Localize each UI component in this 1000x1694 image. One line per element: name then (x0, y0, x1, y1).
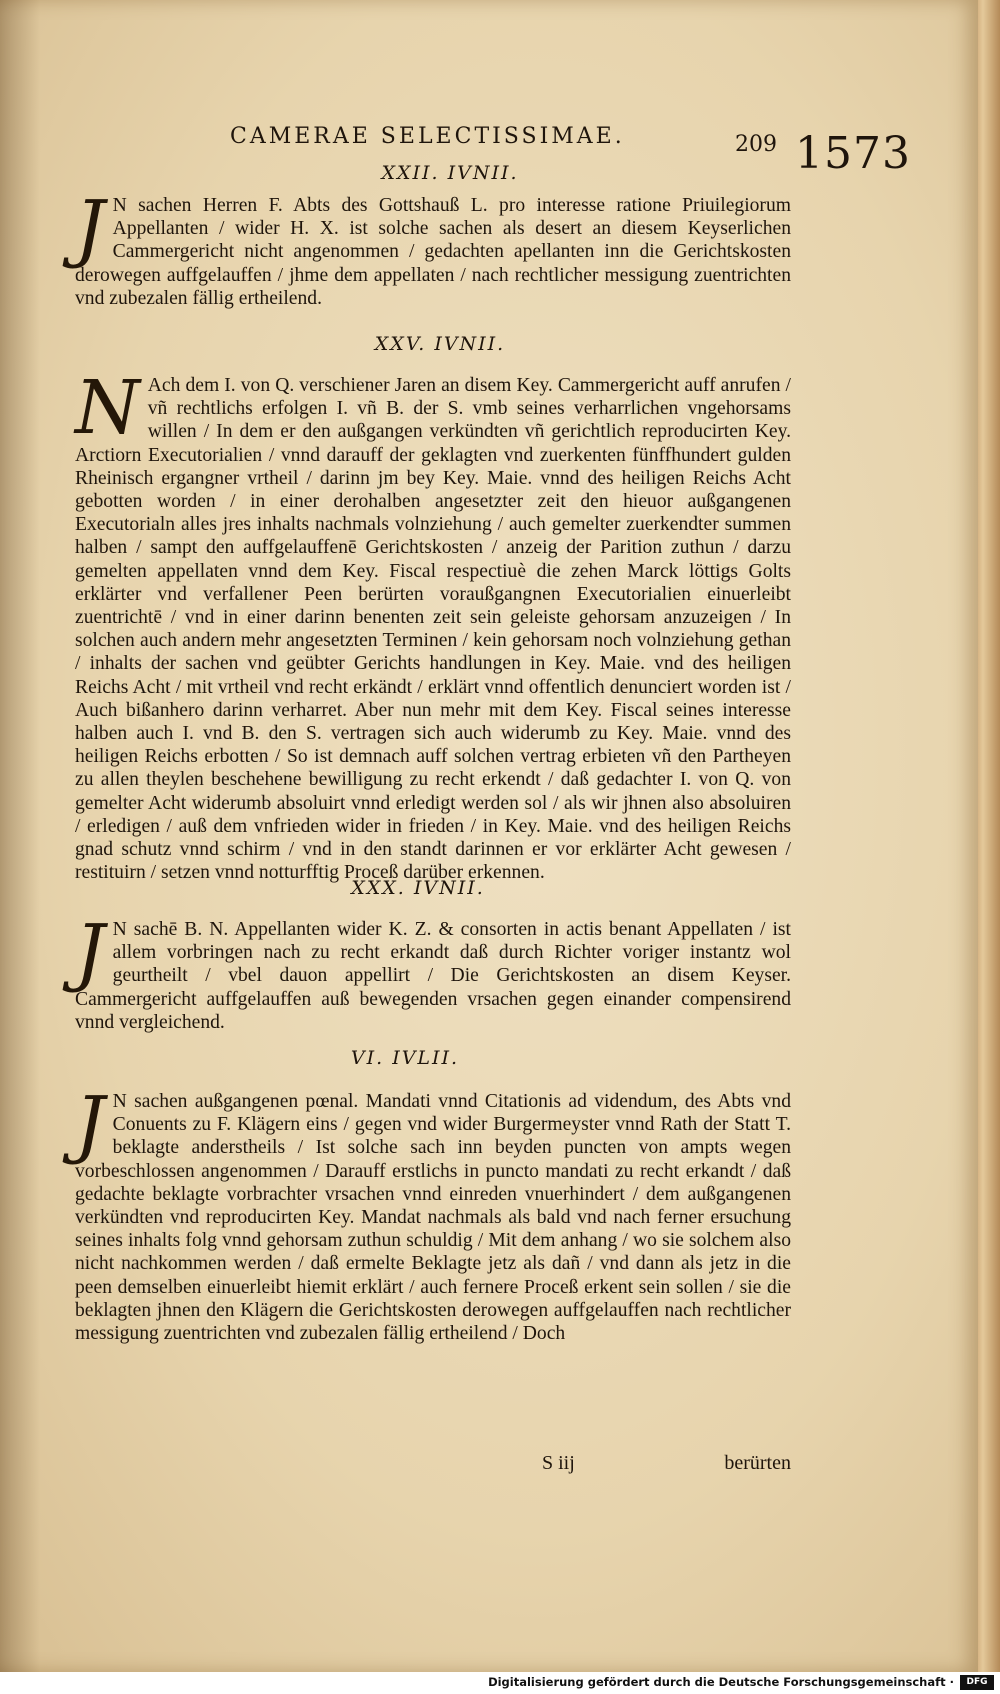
catchword: berürten (724, 1452, 791, 1474)
digitization-footer (0, 1672, 1000, 1694)
signature-mark: S iij (542, 1452, 575, 1474)
paragraph-body: N sachē B. N. Appellanten wider K. Z. & consorten in actis benant Appellaten / ist allem vorbringen nach zu recht erkandt daß durch Richter voriger instantz wol geurtheilt / vbel dauon appellirt / Die Gerichtskosten an disem Keyser. Cammergericht auffgelauffen auß bewegenden vrsachen gegen einander compensirend vnnd vergleichend. (75, 919, 791, 1033)
section-date: XXII. IVNII. (381, 162, 519, 184)
section-text (75, 909, 791, 1036)
page-number: 209 (735, 132, 777, 157)
paragraph-body: N sachen Herren F. Abts des Gottshauß L. pro interesse ratione Priuilegiorum Appellanten / wider H. X. ist solche sachen als desert an diesem Keyserlichen Cammergericht nicht angenommen / gedachten apellanten inn die Gerichtskosten derowegen auffgelauffen / jhme dem appellaten / nach rechtlicher messigung zuentrichten vnd zubezalen fällig ertheilend. (75, 195, 791, 309)
decorated-initial: J (75, 185, 105, 271)
funding-credit: Digitalisierung gefördert durch die Deutsche Forschungsgemeinschaft · (488, 1675, 954, 1689)
decorated-initial: N (75, 365, 140, 451)
section-text (75, 1081, 791, 1446)
section-date: XXV. IVNII. (374, 333, 506, 355)
section-date: XXX. IVNII. (351, 877, 485, 899)
decorated-initial: J (75, 1081, 105, 1167)
running-title: CAMERAE SELECTISSIMAE. (230, 124, 625, 149)
page-bottom-line (75, 1452, 791, 1478)
gutter-shadow (0, 0, 40, 1672)
paragraph-body: Ach dem I. von Q. verschiener Jaren an disem Key. Cammergericht auff anrufen / vñ rechtlichs erfolgen I. vñ B. der S. vmb seines verharrlichen vngehorsams willen / In dem er den außgangen verkündten vñ gerichtlich reproducirten Key. Arctiorn Executorialien / vnnd darauff der geklagten vnd zuerkenten fünffhundert gulden Rheinisch ergangner vrtheil / darinn jm bey Key. Maie. vnnd des heiligen Reichs Acht gebotten worden / in einer derohalben angesetzter zeit den hieuor außgangenen Executorialn alles jres inhalts nachmals volnziehung / auch gemelter zuerkendter summen halben / sampt den auffgelauffenē Gerichtskosten / anzeig der Parition zuthun / darzu gemelten appellaten vnnd dem Key. Fiscal respectiuè die zehen Marck löttigs Golts erklärter vnd verfallener Peen berürten voraußgangnen Executorialien einuerleibt zuentrichtē / vnd in einer darinn benenten zeit sein geleiste gehorsam anzuzeigen / In solchen auch andern mehr angesetzten Terminen / kein gehorsam noch volnziehung gethan / inhalts der sachen vnd geübter Gerichts handlungen in Key. Maie. vnd des heiligen Reichs Acht / mit vrtheil vnd recht erkändt / erklärt vnnd offentlich denunciert worden ist / Auch bißanhero darinn verharret. Aber nun mehr mit dem Key. Fiscal seines interesse halben auch I. vnd B. den S. vertragen sich auch widerumb zu Key. Maie. vnnd des heiligen Reichs erbotten / So ist demnach auff solchen vertrag erbieten vñ den Partheyen zu allen theylen beschehene bewilligung zu recht erkendt / daß gedachter I. von Q. von gemelter Acht widerumb absoluirt vnnd erledigt werden sol / als wir jhnen also absoluiren / erledigen / auß dem vnfrieden wider in frieden / in Key. Maie. vnd des heiligen Reichs gnad schutz vnnd schirm / vnd in den standt darinnen er vor erklärter Acht gewesen / restituirn / setzen vnnd notturfftig Proceß darüber erkennen. (75, 375, 791, 884)
year-marginal: 1573 (795, 128, 911, 179)
paragraph-body: N sachen außgangenen pœnal. Mandati vnnd Citationis ad videndum, des Abts vnd Conuents zu F. Klägern eins / gegen vnd wider Burgermeyster vnnd Rath der Statt T. beklagte anderstheils / Ist solche sach inn beyden puncten von ampts wegen vorbeschlossen angenommen / Darauff erstlichs in puncto mandati zu recht erkandt / daß gedachte beklagte vorbrachter vrsachen vnnd einreden vnuerhindert / dem außgangenen verkündten vnd reproducirten Key. Mandat nachmals als bald vnd nach ferner ersuchung seines inhalts folg vnnd gehorsam zuthun schuldig / Mit dem anhang / wo sie solchem also nicht nachkommen werden / daß ermelte Beklagte jetz als dañ / vnd dann als jetz in die peen demselben einuerleibt hiemit erklärt / auch fernere Proceß erkent sein sollen / sie die beklagten jhnen den Klägern die Gerichtskosten derowegen auffgelauffen nach rechtlicher messigung zuentrichten vnd zubezalen fällig ertheilend / Doch (75, 1091, 791, 1345)
section-date: VI. IVLII. (350, 1047, 460, 1069)
dfg-logo-icon: DFG (960, 1675, 994, 1690)
decorated-initial: J (75, 909, 105, 995)
section-text (75, 365, 791, 884)
section-text (75, 185, 791, 314)
